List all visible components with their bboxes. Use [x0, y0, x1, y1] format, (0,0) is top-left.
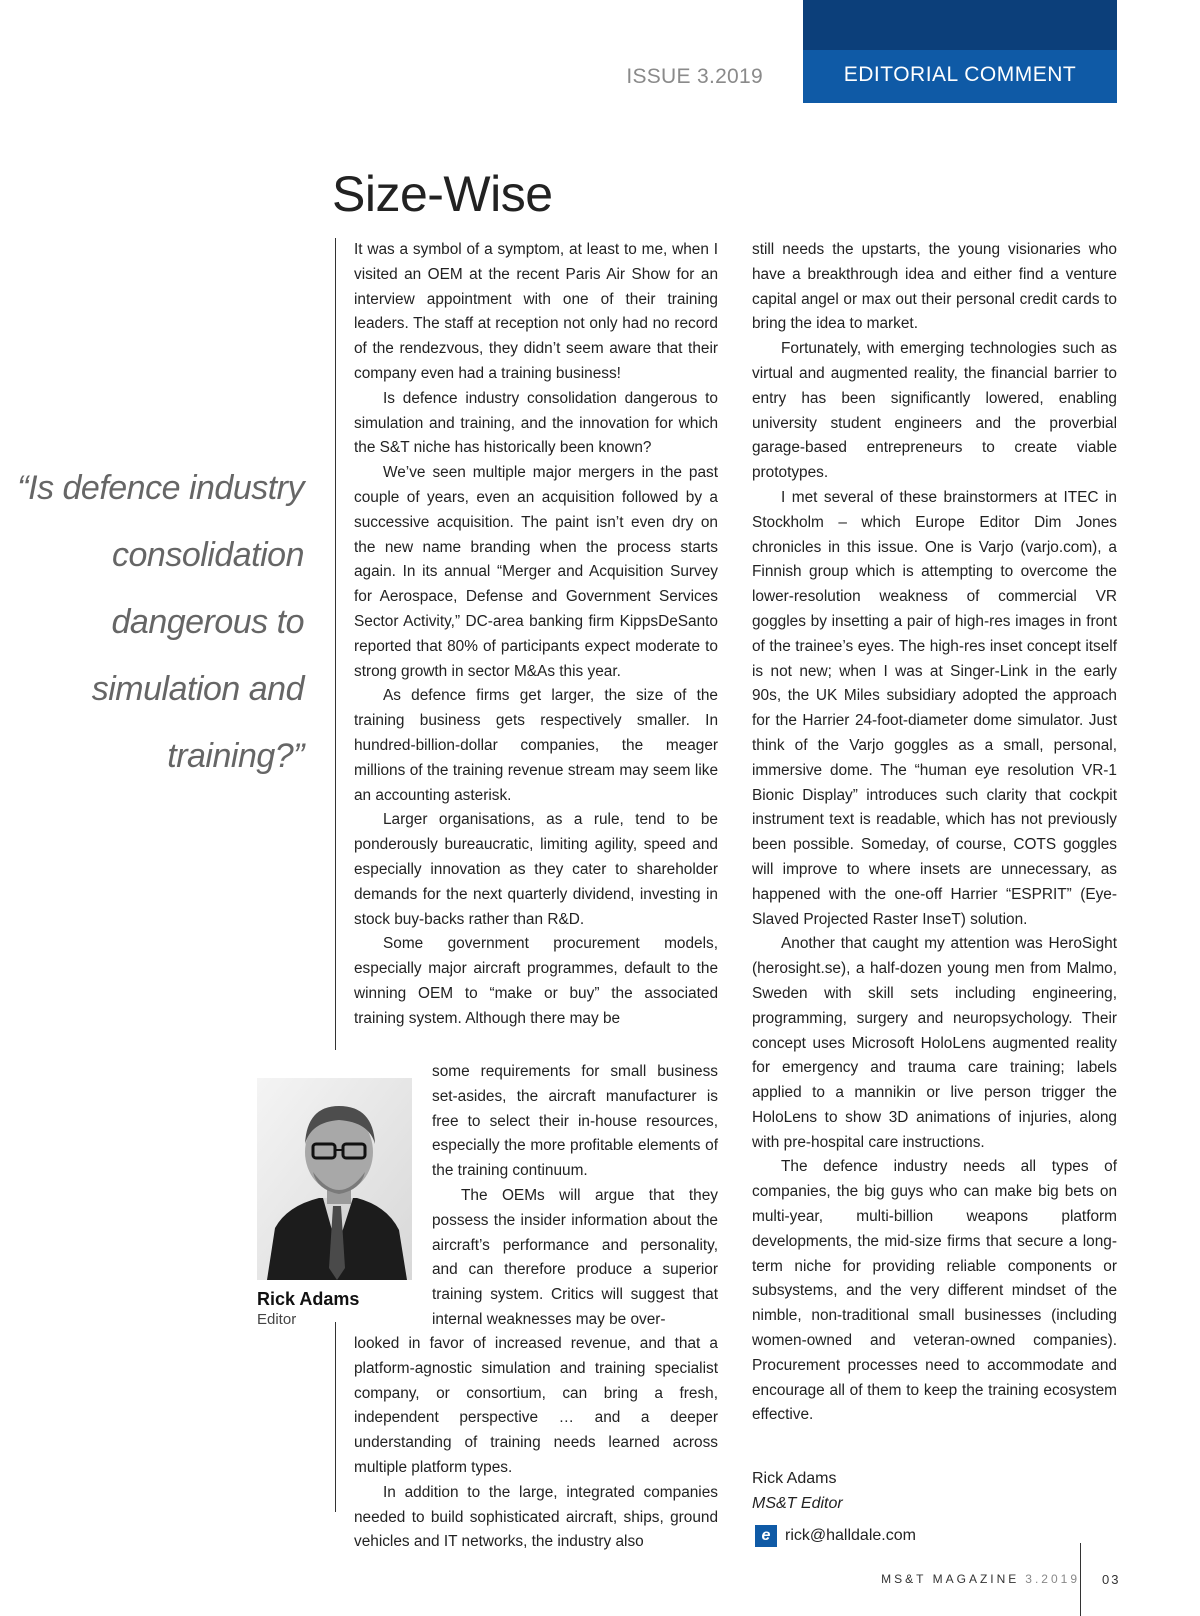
paragraph: It was a symbol of a symptom, at least to me, when I visited an OEM at the recent Paris Air Show for an interview appointment with one of their training leaders. The staff at reception not only had no record of the rendezvous, they didn’t seem aware that their company even had a training business!	[354, 241, 718, 382]
paragraph: some requirements for small business set-asides, the aircraft manufacturer is free to select their in-house resources, especially the more profitable elements of the training continuum.	[432, 1063, 718, 1180]
photo-caption-role: Editor	[257, 1311, 297, 1328]
banner-dark-band	[803, 0, 1117, 50]
column-rule-bottom	[335, 1322, 336, 1512]
paragraph: As defence firms get larger, the size of the training business gets respectively smaller. In hundred-billion-dollar companies, the meager millions of the training revenue stream may seem like an accounting asterisk.	[354, 687, 718, 804]
paragraph: Fortunately, with emerging technologies such as virtual and augmented reality, the financial barrier to entry has been significantly lowered, enabling university student engineers and the proverbial garage-based entrepreneurs to create viable prototypes.	[752, 340, 1117, 482]
column-rule-top	[335, 238, 336, 1050]
column-1-bottom	[354, 1332, 718, 1555]
column-1-top	[354, 238, 718, 1032]
footer-divider	[1080, 1543, 1081, 1616]
issue-label: ISSUE 3.2019	[626, 65, 763, 88]
section-label: EDITORIAL COMMENT	[843, 63, 1077, 86]
paragraph: The OEMs will argue that they possess the insider information about the aircraft’s performance and personality, and can therefore produce a superior training system. Critics will suggest that internal weaknesses may be over-	[432, 1186, 718, 1328]
signature-name: Rick Adams	[752, 1470, 837, 1487]
paragraph: Is defence industry consolidation dangerous to simulation and training, and the innovation for which the S&T niche has historically been known?	[354, 389, 718, 457]
email-icon: e	[755, 1525, 777, 1547]
photo-caption-name: Rick Adams	[257, 1289, 360, 1309]
author-signature	[752, 1466, 843, 1516]
paragraph: We’ve seen multiple major mergers in the past couple of years, even an acquisition followed by a successive acquisition. The paint isn’t even dry on the new name branding when the process starts again. In its annual “Merger and Acquisition Survey for Aerospace, Defense and Government Services Sector Activity,” DC-area banking firm KippsDeSanto reported that 80% of participants expect moderate to strong growth in sector M&As this year.	[354, 464, 718, 680]
paragraph: In addition to the large, integrated companies needed to build sophisticated aircraft, ships, ground vehicles and IT networks, the industry also	[354, 1483, 718, 1551]
article-title: Size-Wise	[332, 166, 553, 222]
column-1-middle	[432, 1060, 718, 1333]
author-email[interactable]	[755, 1525, 916, 1547]
footer-magazine	[881, 1572, 1080, 1586]
author-photo	[257, 1078, 412, 1280]
email-address[interactable]: rick@halldale.com	[785, 1527, 916, 1544]
paragraph: Another that caught my attention was HeroSight (herosight.se), a half-dozen young men from Malmo, Sweden with skill sets including engineering, programming, surgery and neuropsychology. Their concept uses Microsoft HoloLens augmented reality for emergency and trauma care training; labels applied to a mannikin or live person trigger the HoloLens to show 3D animations of injuries, along with pre-hospital care instructions.	[752, 935, 1117, 1151]
paragraph: Some government procurement models, especially major aircraft programmes, default to the winning OEM to “make or buy” the associated training system. Although there may be	[354, 935, 718, 1027]
footer-issue: 3.2019	[1025, 1572, 1080, 1586]
portrait-image	[257, 1078, 412, 1280]
paragraph: looked in favor of increased revenue, and that a platform-agnostic simulation and training specialist company, or consortium, can bring a fresh, independent perspective … and a deeper understanding of training needs learned across multiple platform types.	[354, 1335, 718, 1476]
signature-role: MS&T Editor	[752, 1495, 843, 1512]
paragraph: still needs the upstarts, the young visionaries who have a breakthrough idea and either find a venture capital angel or max out their personal credit cards to bring the idea to market.	[752, 241, 1117, 333]
section-banner	[803, 0, 1117, 103]
paragraph: The defence industry needs all types of companies, the big guys who can make big bets on multi-year, multi-billion weapons platform developments, the mid-size firms that secure a long-term niche for providing reliable components or subsystems, and the very different mindset of the nimble, non-traditional small businesses (including women-owned and veteran-owned companies). Procurement processes need to accommodate and encourage all of them to keep the training ecosystem effective.	[752, 1158, 1117, 1424]
pull-quote: “Is defence industry consolidation dangerous to simulation and training?”	[17, 469, 304, 775]
page-number: 03	[1102, 1572, 1121, 1587]
paragraph: Larger organisations, as a rule, tend to be ponderously bureaucratic, limiting agility, speed and especially innovation as they cater to shareholder demands for the next quarterly dividend, investing in stock buy-backs rather than R&D.	[354, 811, 718, 928]
paragraph: I met several of these brainstormers at ITEC in Stockholm – which Europe Editor Dim Jones chronicles in this issue. One is Varjo (varjo.com), a Finnish group which is attempting to overcome the lower-resolution weakness of commercial VR goggles by insetting a pair of high-res images in front of the trainee’s eyes. The high-res inset concept itself is not new; when I was at Singer-Link in the early 90s, the UK Miles subsidiary adopted the approach for the Harrier 24-foot-diameter dome simulator. Just think of the Varjo goggles as a small, personal, immersive dome. The “human eye resolution VR-1 Bionic Display” introduces such clarity that cockpit instrument text is readable, which has not previously been possible. Someday, of course, COTS goggles will improve to where insets are unnecessary, as happened with the one-off Harrier “ESPRIT” (Eye-Slaved Projected Raster InseT) solution.	[752, 488, 1117, 928]
column-2	[752, 238, 1117, 1428]
magazine-name: MS&T MAGAZINE	[881, 1572, 1020, 1586]
